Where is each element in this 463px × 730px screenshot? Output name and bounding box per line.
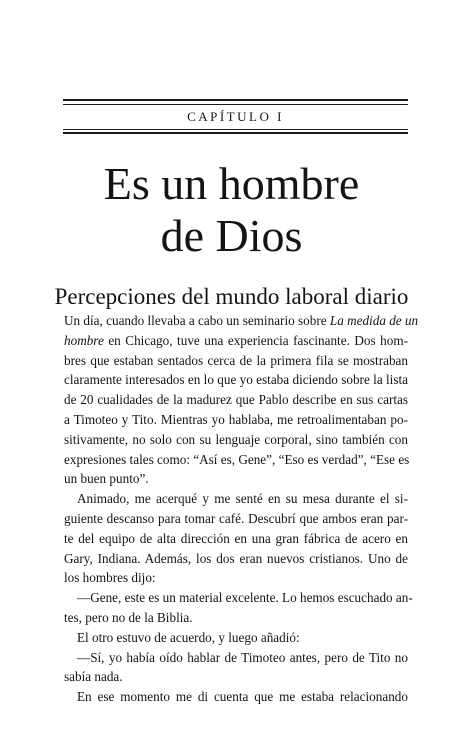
- bottom-double-rule-thick: [63, 132, 408, 134]
- chapter-title-line-1: Es un hombre: [103, 158, 360, 209]
- p1-line-5: de 20 cualidades de la madurez que Pablo describe en sus cartas: [64, 392, 408, 408]
- p1-line-7: sitivamente, no solo con su lenguaje corporal, sino también con: [64, 431, 408, 447]
- chapter-title: [30, 158, 433, 262]
- p1-line-1-text: Un día, cuando llevaba a cabo un seminario sobre: [64, 313, 330, 328]
- p1-line-1: [64, 311, 419, 331]
- p1-line-3: bres que estaban sentados cerca de la primera fila se mostraban: [64, 352, 408, 368]
- p1-line-4: claramente interesados en lo que yo estaba diciendo sobre la lista: [64, 372, 408, 388]
- book-title-italic-part-1: La medida de un: [329, 313, 419, 328]
- top-double-rule-thin: [63, 104, 408, 105]
- top-double-rule-thick: [63, 99, 408, 101]
- p4-line-1: El otro estuvo de acuerdo, y luego añadió:: [77, 629, 300, 645]
- body-text: [64, 311, 419, 707]
- p1-line-9: un buen punto”.: [64, 471, 149, 487]
- p1-line-6: a Timoteo y Tito. Mientras yo hablaba, me retroalimentaban po-: [64, 411, 408, 427]
- p1-line-2: [64, 331, 408, 351]
- p2-line-1: Animado, me acerqué y me senté en su mesa durante el si-: [77, 491, 408, 507]
- p3-line-1: —Gene, este es un material excelente. Lo hemos escuchado an-: [77, 590, 413, 606]
- book-title-italic-part-2: hombre: [64, 332, 104, 348]
- chapter-label: CAPÍTULO I: [187, 109, 284, 124]
- p2-line-3: te del equipo de alta dirección en una gran fábrica de acero en: [64, 530, 408, 546]
- section-heading: Percepciones del mundo laboral diario: [54, 284, 409, 309]
- p1-line-2-text: en Chicago, tuve una experiencia fascinante. Dos hom-: [103, 332, 408, 348]
- p2-line-4: Gary, Indiana. Además, los dos eran nuevos cristianos. Uno de: [64, 550, 408, 566]
- bottom-double-rule-thin: [63, 129, 408, 130]
- p3-line-2: tes, pero no de la Biblia.: [64, 609, 193, 625]
- chapter-title-line-2: de Dios: [160, 210, 303, 261]
- p6-line-1: En ese momento me di cuenta que me estaba relacionando: [77, 689, 408, 705]
- p1-line-8: expresiones tales como: “Así es, Gene”, “Eso es verdad”, “Ese es: [64, 451, 410, 467]
- p2-line-2: guiente descanso para tomar café. Descubrí que ambos eran par-: [64, 510, 408, 526]
- p5-line-1: —Sí, yo había oído hablar de Timoteo antes, pero de Tito no: [77, 649, 408, 665]
- p2-line-5: los hombres dijo:: [64, 570, 156, 586]
- p5-line-2: sabía nada.: [64, 669, 123, 685]
